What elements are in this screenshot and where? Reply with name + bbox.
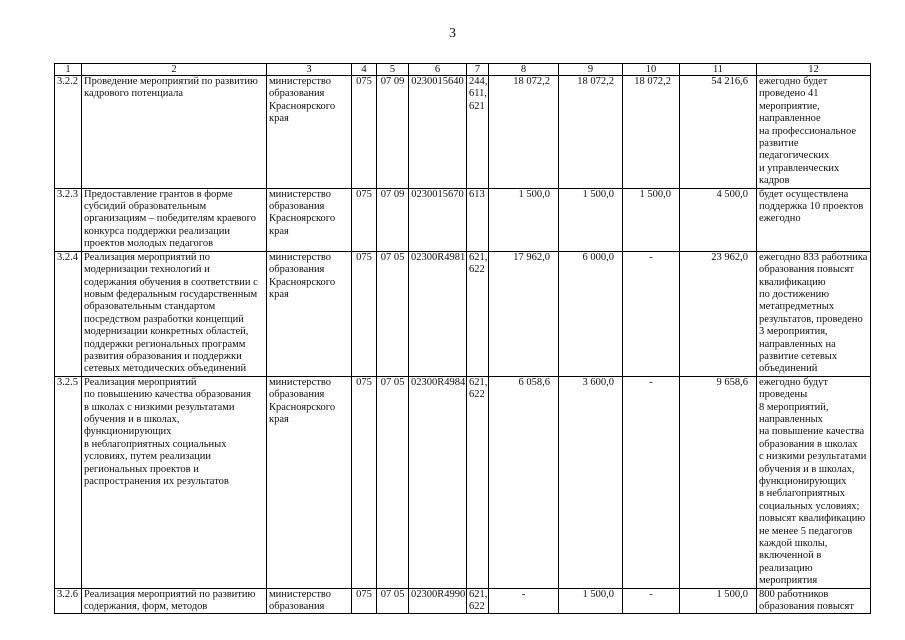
total-amount: 54 216,6 <box>680 76 757 189</box>
expected-result: 800 работников образования повысят <box>757 588 871 614</box>
executor: министерство образования Красноярского края <box>267 251 352 376</box>
measure-name: Реализация мероприятий по модернизации технологий и содержания обучения в соответствии с новым федеральным государственным образовательным стандартом посредством разработки концепций модернизации конкретных областей, поддержки региональных программ развития образования и поддержки сетевых методических объединений <box>82 251 267 376</box>
executor: министерство образования Красноярского края <box>267 376 352 588</box>
measure-name: Реализация мероприятий по повышению качества образования в школах с низкими результатами обучения и в школах, функционирующих в неблагоприятных социальных условиях, путем реализации региональных проектов и распространения их результатов <box>82 376 267 588</box>
section-code: 07 09 <box>377 188 409 251</box>
vr-code: 244, 611, 621 <box>467 76 489 189</box>
csr-code: 02300R4984 <box>409 376 467 588</box>
measure-name: Предоставление грантов в форме субсидий образовательным организациям – победителям краевого конкурса поддержки реализации проектов молодых педагогов <box>82 188 267 251</box>
measure-name: Реализация мероприятий по развитию содержания, форм, методов <box>82 588 267 614</box>
column-header: 12 <box>757 64 871 76</box>
column-header: 3 <box>267 64 352 76</box>
table-row <box>55 588 871 614</box>
csr-code: 0230015670 <box>409 188 467 251</box>
csr-code: 0230015640 <box>409 76 467 189</box>
item-number: 3.2.3 <box>55 188 82 251</box>
grbs-code: 075 <box>352 188 377 251</box>
item-number: 3.2.2 <box>55 76 82 189</box>
page-number: 3 <box>449 26 456 41</box>
year2-amount: 1 500,0 <box>559 588 623 614</box>
vr-code: 621, 622 <box>467 588 489 614</box>
grbs-code: 075 <box>352 76 377 189</box>
column-header: 4 <box>352 64 377 76</box>
table-row <box>55 251 871 376</box>
year3-amount: 1 500,0 <box>623 188 680 251</box>
total-amount: 9 658,6 <box>680 376 757 588</box>
table-row <box>55 188 871 251</box>
section-code: 07 05 <box>377 376 409 588</box>
item-number: 3.2.5 <box>55 376 82 588</box>
column-header: 10 <box>623 64 680 76</box>
section-code: 07 05 <box>377 251 409 376</box>
item-number: 3.2.4 <box>55 251 82 376</box>
table-row <box>55 76 871 189</box>
total-amount: 1 500,0 <box>680 588 757 614</box>
vr-code: 613 <box>467 188 489 251</box>
vr-code: 621, 622 <box>467 251 489 376</box>
total-amount: 23 962,0 <box>680 251 757 376</box>
year2-amount: 6 000,0 <box>559 251 623 376</box>
column-header: 1 <box>55 64 82 76</box>
column-header: 6 <box>409 64 467 76</box>
year3-amount: - <box>623 376 680 588</box>
column-header: 5 <box>377 64 409 76</box>
executor: министерство образования Красноярского края <box>267 188 352 251</box>
vr-code: 621, 622 <box>467 376 489 588</box>
expected-result: ежегодно будет проведено 41 мероприятие, направленное на профессиональное развитие педагогических и управленческих кадров <box>757 76 871 189</box>
executor: министерство образования Красноярского края <box>267 76 352 189</box>
year2-amount: 1 500,0 <box>559 188 623 251</box>
year2-amount: 18 072,2 <box>559 76 623 189</box>
column-header: 2 <box>82 64 267 76</box>
total-amount: 4 500,0 <box>680 188 757 251</box>
grbs-code: 075 <box>352 376 377 588</box>
executor: министерство образования <box>267 588 352 614</box>
year2-amount: 3 600,0 <box>559 376 623 588</box>
year3-amount: 18 072,2 <box>623 76 680 189</box>
grbs-code: 075 <box>352 251 377 376</box>
year1-amount: 17 962,0 <box>489 251 559 376</box>
section-code: 07 09 <box>377 76 409 189</box>
csr-code: 02300R4981 <box>409 251 467 376</box>
year1-amount: 18 072,2 <box>489 76 559 189</box>
grbs-code: 075 <box>352 588 377 614</box>
column-header: 9 <box>559 64 623 76</box>
expected-result: будет осуществлена поддержка 10 проектов ежегодно <box>757 188 871 251</box>
budget-table <box>54 63 871 614</box>
year1-amount: 1 500,0 <box>489 188 559 251</box>
column-header: 11 <box>680 64 757 76</box>
table-row <box>55 376 871 588</box>
section-code: 07 05 <box>377 588 409 614</box>
year3-amount: - <box>623 588 680 614</box>
expected-result: ежегодно 833 работника образования повысят квалификацию по достижению метапредметных результатов, проведено 3 мероприятия, направленных на развитие сетевых объединений <box>757 251 871 376</box>
year1-amount: 6 058,6 <box>489 376 559 588</box>
expected-result: ежегодно будут проведены 8 мероприятий, направленных на повышение качества образования в школах с низкими результатами обучения и в школах, функционирующих в неблагоприятных социальных условиях; повысят квалификацию не менее 5 педагогов каждой школы, включенной в реализацию мероприятия <box>757 376 871 588</box>
column-header: 7 <box>467 64 489 76</box>
csr-code: 02300R4990 <box>409 588 467 614</box>
year1-amount: - <box>489 588 559 614</box>
measure-name: Проведение мероприятий по развитию кадрового потенциала <box>82 76 267 189</box>
header-row <box>55 64 871 76</box>
column-header: 8 <box>489 64 559 76</box>
item-number: 3.2.6 <box>55 588 82 614</box>
year3-amount: - <box>623 251 680 376</box>
